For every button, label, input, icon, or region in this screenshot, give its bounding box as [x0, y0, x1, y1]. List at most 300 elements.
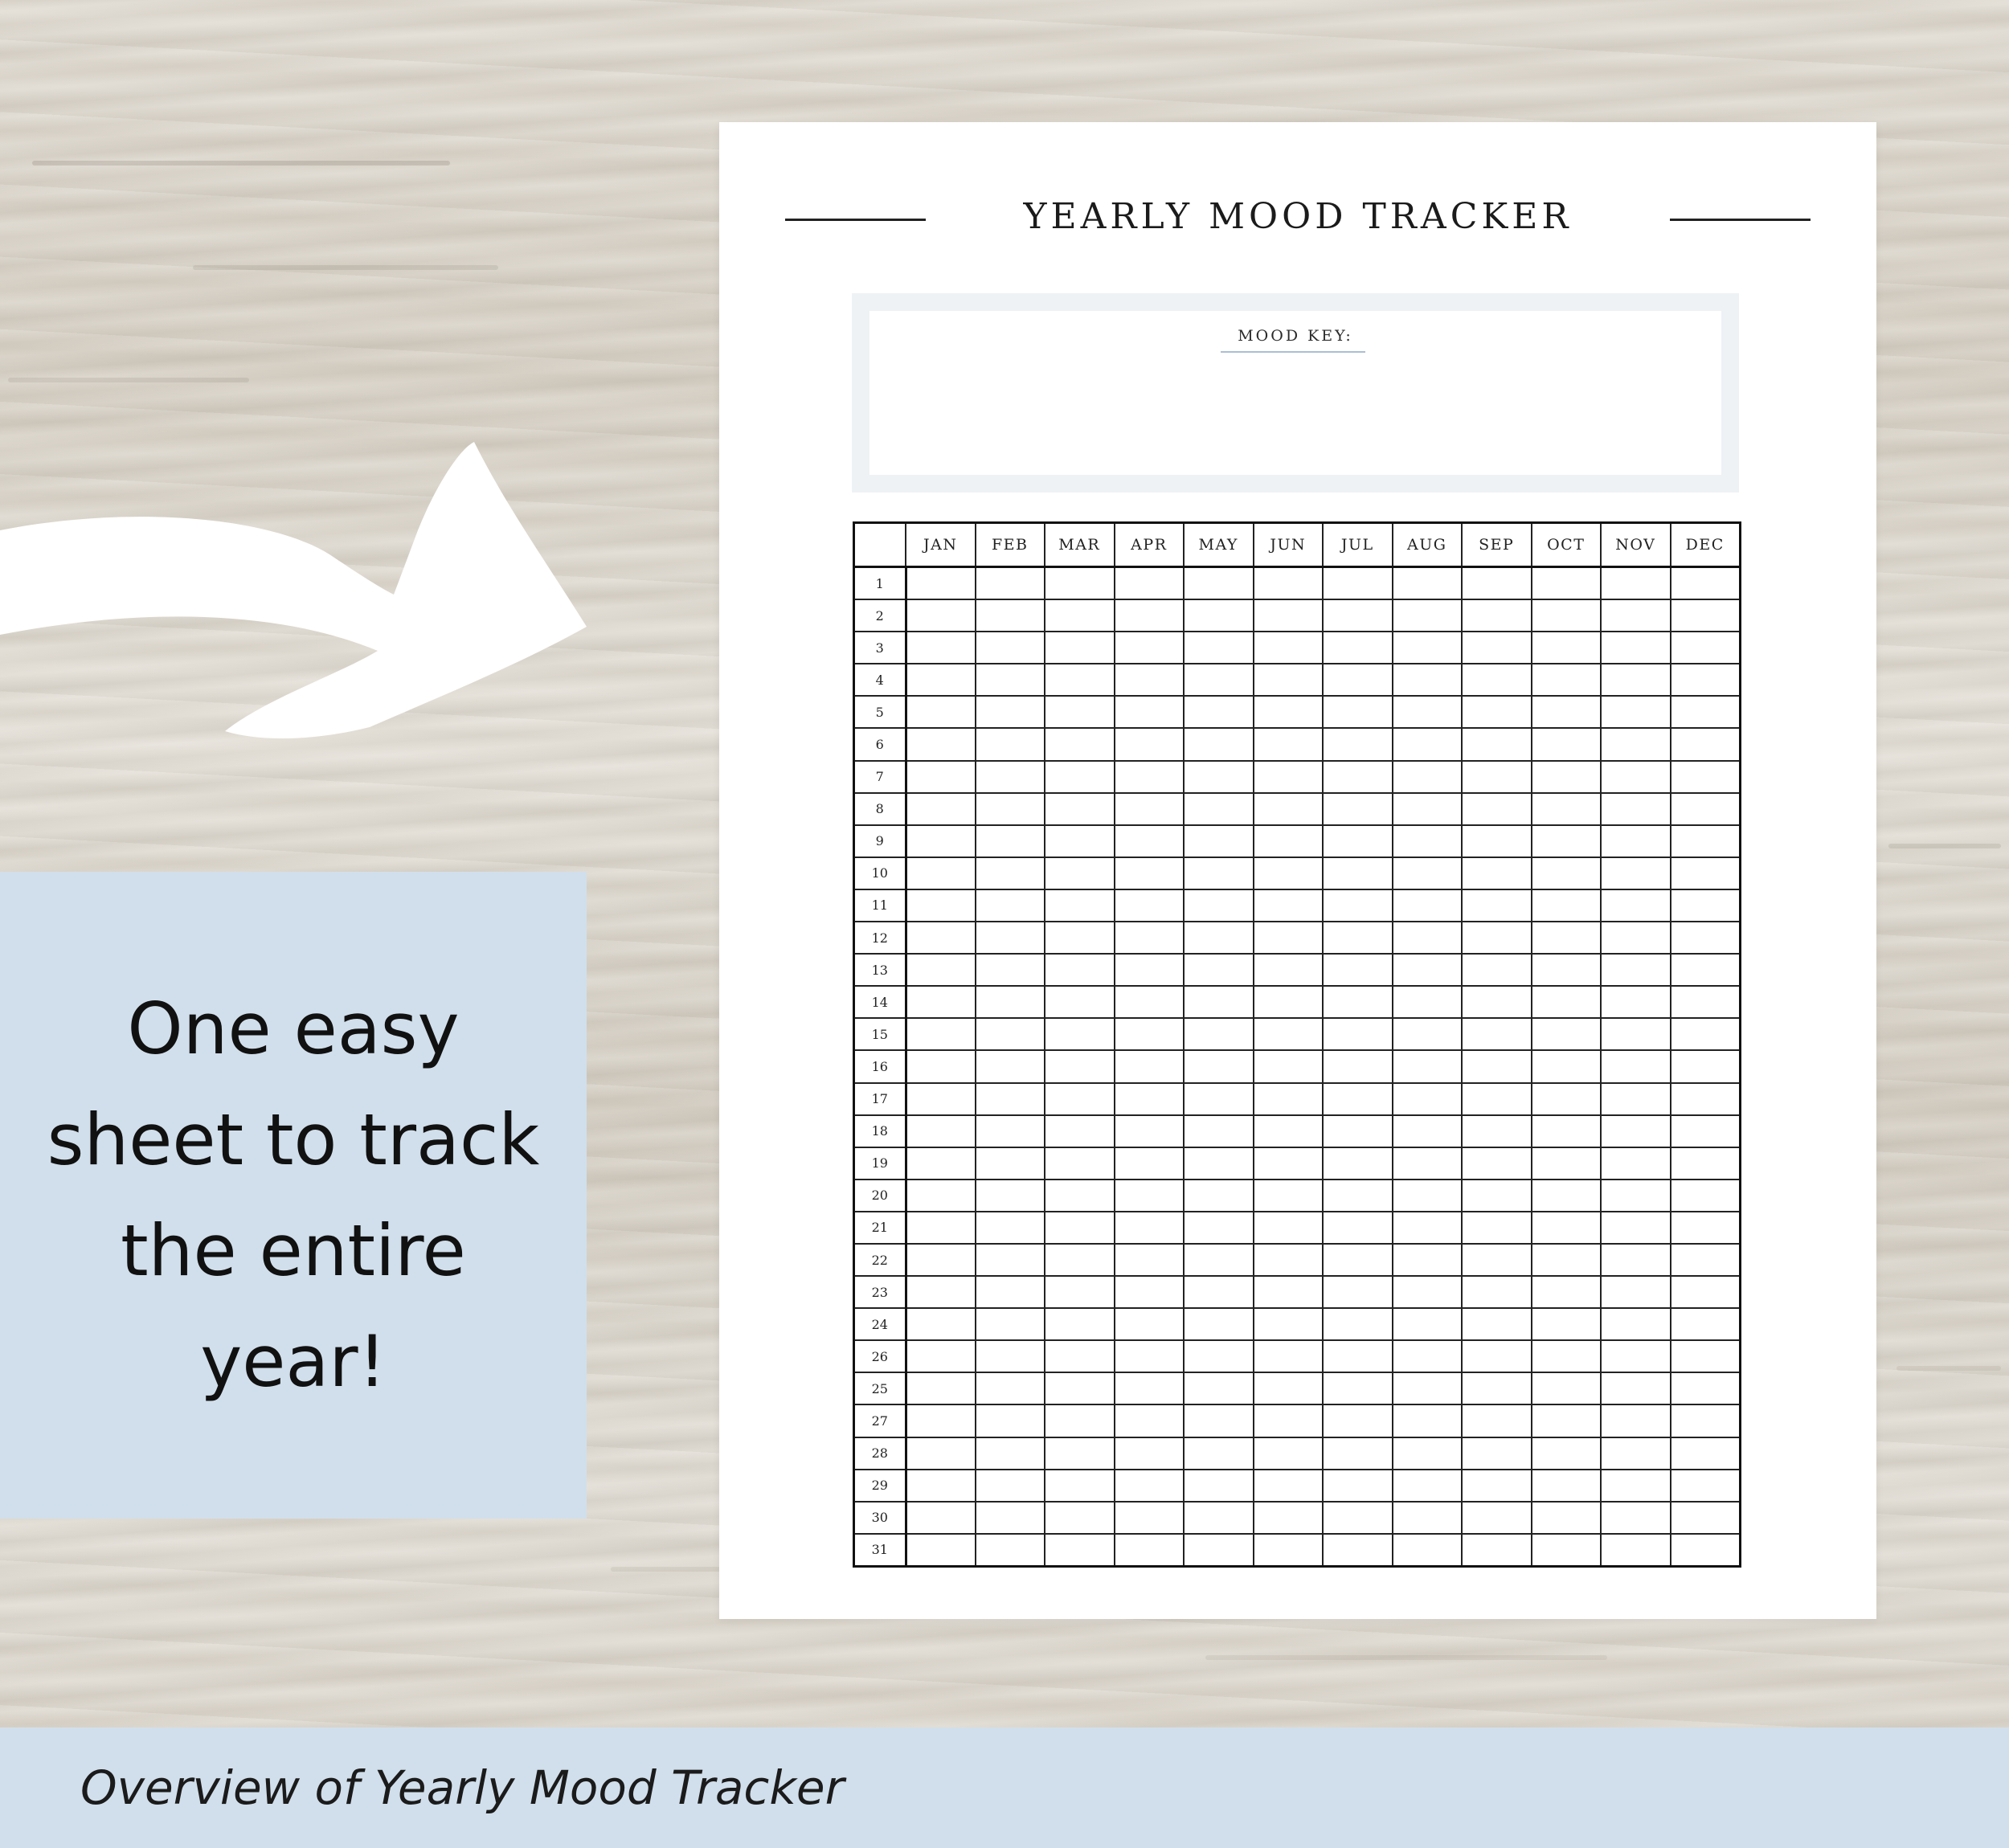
mood-cell [1462, 761, 1532, 793]
mood-cell [1045, 1180, 1115, 1212]
mood-cell [1462, 825, 1532, 857]
mood-cell [1601, 922, 1671, 954]
mood-cell [1115, 986, 1185, 1018]
month-header: JUN [1254, 523, 1324, 567]
mood-cell [1045, 986, 1115, 1018]
mood-cell [1532, 1180, 1602, 1212]
month-header: AUG [1393, 523, 1463, 567]
mood-cell [1601, 1180, 1671, 1212]
mood-cell [1393, 1244, 1463, 1276]
mood-cell [1323, 1050, 1393, 1082]
mood-cell [1254, 696, 1324, 728]
mood-cell [1393, 857, 1463, 889]
table-row [854, 728, 1741, 760]
mood-cell [1671, 1050, 1741, 1082]
mood-cell [1393, 793, 1463, 825]
mood-cell [1671, 664, 1741, 696]
mood-cell [1601, 567, 1671, 600]
mood-cell [1671, 1018, 1741, 1050]
mood-cell [1601, 986, 1671, 1018]
mood-cell [976, 1115, 1045, 1147]
footer-caption: Overview of Yearly Mood Tracker [80, 1760, 845, 1815]
mood-cell [1323, 922, 1393, 954]
table-row [854, 599, 1741, 632]
mood-cell [1532, 567, 1602, 600]
mood-cell [1601, 1437, 1671, 1470]
day-label: 13 [854, 954, 906, 986]
mood-cell [1323, 1502, 1393, 1534]
mood-cell [1184, 1244, 1254, 1276]
mood-cell [1462, 567, 1532, 600]
day-label: 6 [854, 728, 906, 760]
mood-cell [906, 1404, 976, 1437]
mood-cell [1393, 632, 1463, 664]
wood-grain [1205, 1655, 1607, 1660]
mood-cell [1045, 857, 1115, 889]
mood-cell [1323, 1437, 1393, 1470]
mood-cell [1323, 1147, 1393, 1180]
mood-cell [1323, 696, 1393, 728]
mood-cell [1323, 761, 1393, 793]
mood-cell [1671, 1115, 1741, 1147]
mood-cell [1532, 1050, 1602, 1082]
month-header: FEB [976, 523, 1045, 567]
day-label: 17 [854, 1083, 906, 1115]
mood-cell [1462, 599, 1532, 632]
table-row [854, 1115, 1741, 1147]
mood-cell [1462, 922, 1532, 954]
mood-cell [906, 761, 976, 793]
mood-cell [1462, 1180, 1532, 1212]
mood-cell [1532, 632, 1602, 664]
mood-cell [1254, 793, 1324, 825]
mood-cell [1393, 1404, 1463, 1437]
mood-cell [1462, 889, 1532, 922]
mood-cell [1671, 825, 1741, 857]
mood-cell [906, 889, 976, 922]
mood-cell [906, 954, 976, 986]
mood-cell [1393, 922, 1463, 954]
mood-cell [1532, 1437, 1602, 1470]
mood-cell [1393, 986, 1463, 1018]
mood-cell [1323, 889, 1393, 922]
mood-cell [976, 954, 1045, 986]
mood-cell [1184, 1050, 1254, 1082]
mood-cell [1184, 1083, 1254, 1115]
mood-cell [1462, 1147, 1532, 1180]
mood-cell [906, 664, 976, 696]
wood-grain [1896, 1366, 2001, 1371]
mood-cell [1045, 1115, 1115, 1147]
day-label: 20 [854, 1180, 906, 1212]
mood-cell [1671, 1244, 1741, 1276]
mood-cell [906, 599, 976, 632]
mood-cell [1532, 1115, 1602, 1147]
mood-cell [976, 986, 1045, 1018]
mood-cell [1671, 1470, 1741, 1502]
mood-cell [1601, 599, 1671, 632]
table-row [854, 1018, 1741, 1050]
mood-cell [906, 1212, 976, 1244]
mood-key-box [852, 293, 1739, 493]
mood-cell [976, 1276, 1045, 1308]
mood-cell [1323, 1340, 1393, 1372]
mood-cell [1254, 1244, 1324, 1276]
mood-cell [1115, 599, 1185, 632]
mood-cell [1045, 1244, 1115, 1276]
mood-cell [1462, 1534, 1532, 1567]
mood-cell [1393, 1534, 1463, 1567]
mood-cell [1254, 954, 1324, 986]
mood-cell [1393, 954, 1463, 986]
mood-cell [1045, 1276, 1115, 1308]
mood-cell [1045, 1437, 1115, 1470]
mood-cell [1115, 1437, 1185, 1470]
mood-cell [1254, 1340, 1324, 1372]
mood-cell [1671, 1212, 1741, 1244]
mood-cell [1184, 1437, 1254, 1470]
mood-cell [1184, 857, 1254, 889]
mood-cell [1115, 1018, 1185, 1050]
mood-cell [1323, 1180, 1393, 1212]
mood-cell [906, 1083, 976, 1115]
day-label: 24 [854, 1308, 906, 1340]
mood-cell [1532, 1404, 1602, 1437]
mood-cell [1601, 1244, 1671, 1276]
mood-cell [1671, 567, 1741, 600]
mood-cell [1601, 1050, 1671, 1082]
mood-cell [1671, 986, 1741, 1018]
mood-cell [1671, 1404, 1741, 1437]
mood-cell [1254, 664, 1324, 696]
mood-cell [1254, 632, 1324, 664]
mood-cell [1045, 889, 1115, 922]
mood-cell [1254, 1308, 1324, 1340]
mood-cell [1671, 1340, 1741, 1372]
mood-cell [976, 1340, 1045, 1372]
mood-cell [1115, 1308, 1185, 1340]
mood-cell [1254, 1018, 1324, 1050]
mood-cell [1045, 1340, 1115, 1372]
mood-cell [1601, 793, 1671, 825]
mood-cell [1601, 1404, 1671, 1437]
mood-cell [1045, 1502, 1115, 1534]
month-header: DEC [1671, 523, 1741, 567]
mood-cell [976, 1147, 1045, 1180]
mood-cell [1115, 632, 1185, 664]
mood-cell [1393, 1050, 1463, 1082]
mood-cell [1254, 1276, 1324, 1308]
mood-cell [1184, 567, 1254, 600]
mood-cell [1532, 696, 1602, 728]
table-row [854, 1470, 1741, 1502]
mood-cell [1532, 599, 1602, 632]
mood-cell [1045, 1083, 1115, 1115]
mood-cell [1393, 567, 1463, 600]
mood-cell [906, 632, 976, 664]
mood-cell [1184, 954, 1254, 986]
mood-cell [1115, 922, 1185, 954]
table-row [854, 1437, 1741, 1470]
mood-cell [976, 1018, 1045, 1050]
tracker-sheet [719, 122, 1876, 1619]
mood-cell [1323, 857, 1393, 889]
mood-cell [1045, 825, 1115, 857]
mood-cell [1323, 1534, 1393, 1567]
mood-cell [1045, 922, 1115, 954]
day-label: 18 [854, 1115, 906, 1147]
mood-cell [1601, 1470, 1671, 1502]
mood-cell [1184, 1180, 1254, 1212]
table-row [854, 1147, 1741, 1180]
mood-cell [1462, 793, 1532, 825]
mood-cell [1671, 922, 1741, 954]
mood-cell [1393, 825, 1463, 857]
mood-cell [1045, 793, 1115, 825]
mood-cell [906, 1502, 976, 1534]
mood-cell [976, 1050, 1045, 1082]
mood-cell [976, 728, 1045, 760]
mood-cell [1184, 889, 1254, 922]
mood-cell [1532, 922, 1602, 954]
mood-cell [1254, 1470, 1324, 1502]
table-row [854, 922, 1741, 954]
mood-cell [1671, 1534, 1741, 1567]
mood-cell [1393, 1437, 1463, 1470]
mood-cell [1532, 825, 1602, 857]
mood-cell [1532, 1470, 1602, 1502]
mood-cell [976, 632, 1045, 664]
callout-box [0, 872, 587, 1519]
mood-cell [1671, 632, 1741, 664]
mood-cell [1601, 664, 1671, 696]
table-row [854, 1276, 1741, 1308]
mood-cell [1184, 632, 1254, 664]
mood-cell [1045, 1050, 1115, 1082]
table-row [854, 1050, 1741, 1082]
mood-cell [906, 922, 976, 954]
mood-cell [1184, 1534, 1254, 1567]
mood-cell [976, 1180, 1045, 1212]
mood-cell [1115, 954, 1185, 986]
mood-cell [1115, 857, 1185, 889]
day-label: 25 [854, 1372, 906, 1404]
mood-cell [1393, 1340, 1463, 1372]
mood-cell [906, 728, 976, 760]
mood-cell [1532, 1244, 1602, 1276]
mood-cell [1393, 1180, 1463, 1212]
mood-cell [976, 1534, 1045, 1567]
mood-cell [1323, 1212, 1393, 1244]
mood-cell [1115, 728, 1185, 760]
day-label: 21 [854, 1212, 906, 1244]
mood-cell [1462, 1470, 1532, 1502]
month-header: JAN [906, 523, 976, 567]
mood-cell [1671, 954, 1741, 986]
mood-cell [1393, 664, 1463, 696]
day-label: 29 [854, 1470, 906, 1502]
mood-cell [1462, 1308, 1532, 1340]
mood-cell [1045, 1018, 1115, 1050]
day-label: 9 [854, 825, 906, 857]
mood-cell [1184, 728, 1254, 760]
mood-cell [1184, 1276, 1254, 1308]
mood-cell [1393, 599, 1463, 632]
mood-cell [1323, 599, 1393, 632]
day-label: 16 [854, 1050, 906, 1082]
mood-cell [1393, 1372, 1463, 1404]
mood-cell [1462, 696, 1532, 728]
mood-cell [1115, 1502, 1185, 1534]
mood-cell [1045, 567, 1115, 600]
mood-cell [1115, 1083, 1185, 1115]
mood-cell [1045, 1534, 1115, 1567]
mood-cell [1601, 696, 1671, 728]
table-row [854, 889, 1741, 922]
callout-text: One easy sheet to track the entire year! [47, 987, 540, 1403]
mood-cell [976, 1372, 1045, 1404]
mood-cell [1462, 1404, 1532, 1437]
mood-cell [1532, 1083, 1602, 1115]
mood-cell [1184, 1340, 1254, 1372]
mood-cell [1045, 728, 1115, 760]
mood-cell [1601, 1502, 1671, 1534]
mood-cell [1671, 761, 1741, 793]
mood-cell [1184, 761, 1254, 793]
mood-cell [906, 696, 976, 728]
day-label: 23 [854, 1276, 906, 1308]
mood-cell [976, 922, 1045, 954]
table-row [854, 1180, 1741, 1212]
day-label: 2 [854, 599, 906, 632]
day-label: 4 [854, 664, 906, 696]
table-row [854, 825, 1741, 857]
month-header: NOV [1601, 523, 1671, 567]
day-label: 15 [854, 1018, 906, 1050]
mood-cell [1462, 1244, 1532, 1276]
mood-cell [1115, 1276, 1185, 1308]
mood-cell [1254, 599, 1324, 632]
mood-cell [1115, 1404, 1185, 1437]
mood-cell [1393, 1083, 1463, 1115]
mood-cell [1323, 986, 1393, 1018]
mood-cell [1254, 1147, 1324, 1180]
table-row [854, 954, 1741, 986]
mood-cell [906, 1018, 976, 1050]
mood-cell [976, 1404, 1045, 1437]
mood-cell [1115, 696, 1185, 728]
mood-cell [1671, 728, 1741, 760]
mood-cell [1532, 1308, 1602, 1340]
mood-cell [1254, 1115, 1324, 1147]
table-row [854, 1404, 1741, 1437]
mood-cell [1254, 761, 1324, 793]
mood-cell [976, 567, 1045, 600]
mood-cell [1045, 599, 1115, 632]
mood-cell [1532, 1276, 1602, 1308]
table-row [854, 1083, 1741, 1115]
mood-cell [1393, 889, 1463, 922]
mood-cell [976, 857, 1045, 889]
mood-cell [1532, 954, 1602, 986]
month-header: APR [1115, 523, 1185, 567]
mood-cell [1462, 1502, 1532, 1534]
table-row [854, 696, 1741, 728]
day-label: 5 [854, 696, 906, 728]
mood-cell [1393, 1212, 1463, 1244]
mood-cell [1184, 1147, 1254, 1180]
table-row [854, 664, 1741, 696]
arrow-right-icon [0, 434, 611, 755]
mood-cell [1601, 632, 1671, 664]
mood-cell [1184, 922, 1254, 954]
mood-cell [1045, 1308, 1115, 1340]
mood-cell [1532, 1340, 1602, 1372]
mood-cell [1393, 1308, 1463, 1340]
mood-cell [976, 696, 1045, 728]
day-label: 26 [854, 1340, 906, 1372]
mood-cell [1462, 1372, 1532, 1404]
footer-bar [0, 1727, 2009, 1848]
day-label: 30 [854, 1502, 906, 1534]
mood-cell [1045, 1147, 1115, 1180]
mood-cell [976, 599, 1045, 632]
mood-cell [1671, 1147, 1741, 1180]
mood-cell [1184, 1372, 1254, 1404]
mood-cell [1323, 1244, 1393, 1276]
day-label: 14 [854, 986, 906, 1018]
mood-cell [1532, 1534, 1602, 1567]
mood-cell [1254, 922, 1324, 954]
mood-cell [1115, 1340, 1185, 1372]
mood-cell [1254, 1437, 1324, 1470]
mood-cell [1532, 761, 1602, 793]
mood-cell [1115, 1180, 1185, 1212]
table-row [854, 986, 1741, 1018]
mood-cell [1115, 1372, 1185, 1404]
mood-cell [1393, 1470, 1463, 1502]
mood-cell [1254, 1372, 1324, 1404]
mood-cell [976, 1212, 1045, 1244]
mood-cell [1323, 567, 1393, 600]
mood-cell [1045, 1212, 1115, 1244]
mood-cell [1323, 632, 1393, 664]
mood-cell [1601, 954, 1671, 986]
mood-cell [1671, 1502, 1741, 1534]
mood-cell [1393, 1018, 1463, 1050]
mood-cell [976, 664, 1045, 696]
wood-grain [32, 161, 450, 166]
day-label: 22 [854, 1244, 906, 1276]
mood-cell [1601, 1018, 1671, 1050]
mood-tracker-table [853, 521, 1741, 1568]
mood-cell [1462, 857, 1532, 889]
month-header: MAR [1045, 523, 1115, 567]
mood-cell [1254, 728, 1324, 760]
day-label: 27 [854, 1404, 906, 1437]
mood-cell [1184, 1212, 1254, 1244]
mood-cell [1254, 1050, 1324, 1082]
mood-cell [976, 793, 1045, 825]
mood-cell [1045, 696, 1115, 728]
mood-cell [976, 1470, 1045, 1502]
mood-cell [1045, 761, 1115, 793]
month-header: MAY [1184, 523, 1254, 567]
day-label: 28 [854, 1437, 906, 1470]
mood-cell [1601, 1308, 1671, 1340]
mood-cell [1532, 664, 1602, 696]
mood-cell [1532, 889, 1602, 922]
